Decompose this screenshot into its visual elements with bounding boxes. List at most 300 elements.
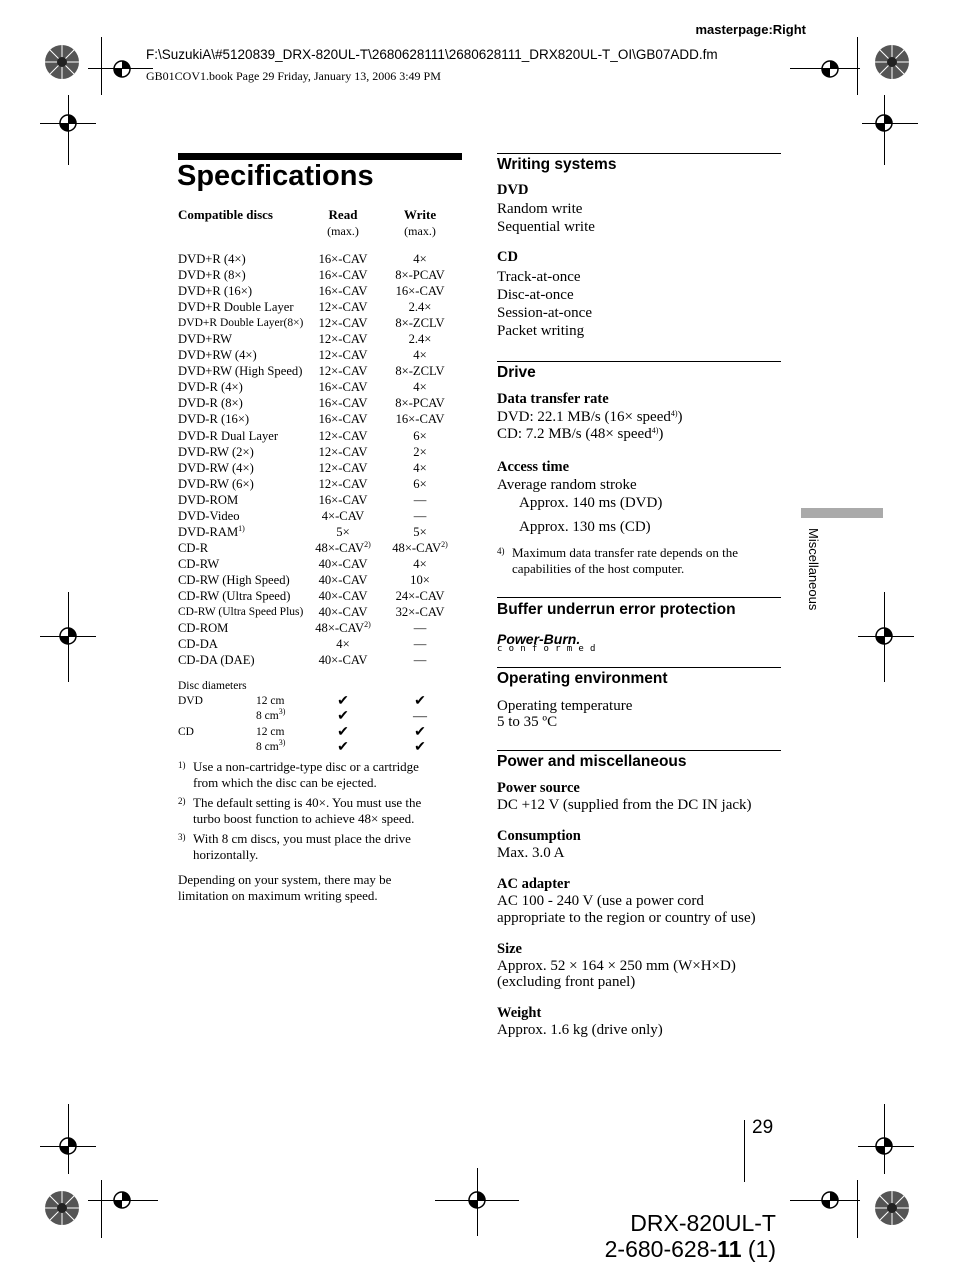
write-speed-text: 16×-CAV (395, 284, 445, 299)
footnote-text: capabilities of the host computer. (512, 561, 685, 576)
col-subheader-read: (max.) (327, 224, 359, 238)
label-weight: Weight (497, 1005, 542, 1021)
read-speed (310, 524, 376, 540)
value-line: (excluding front panel) (497, 974, 636, 990)
table-row (178, 251, 462, 267)
write-speed (386, 411, 454, 427)
section-power-misc: Power and miscellaneous (497, 753, 687, 770)
read-speed (310, 588, 376, 604)
col-header-discs: Compatible discs (178, 207, 273, 222)
write-speed (386, 428, 454, 444)
page-title: Specifications (177, 160, 374, 192)
read-speed (310, 492, 376, 508)
table-row (178, 299, 462, 315)
read-speed (310, 460, 376, 476)
disc-diameters-body (178, 694, 462, 755)
value-line: Packet writing (497, 323, 585, 339)
read-speed (310, 251, 376, 267)
label-size: Size (497, 941, 522, 957)
disc-name (178, 604, 303, 620)
disc-name (178, 588, 290, 604)
disc-size-text: 8 cm (256, 740, 279, 753)
section-writing-systems: Writing systems (497, 156, 617, 173)
write-speed-text: 8×-PCAV (395, 268, 445, 283)
read-speed-text: 16×-CAV (318, 252, 368, 266)
value-text: CD: 7.2 MB/s (48× speed (497, 426, 652, 442)
write-speed (386, 508, 454, 524)
table-row (178, 411, 462, 427)
table-row (178, 379, 462, 395)
disc-type (178, 725, 194, 740)
disc-name (178, 556, 219, 572)
disc-name-text: DVD+R Double Layer(8×) (178, 317, 304, 330)
value-line: Approx. 52 × 164 × 250 mm (W×H×D) (497, 958, 736, 974)
disc-name-text: DVD-R (8×) (178, 396, 243, 411)
read-support-text: ✔ (337, 739, 349, 755)
read-speed-text: 16×-CAV (318, 380, 368, 395)
read-speed (310, 395, 376, 411)
disc-name-text: DVD+R (8×) (178, 268, 246, 283)
model-name: DRX-820UL-T (630, 1210, 776, 1236)
label-dvd: DVD (497, 182, 529, 198)
disc-name (178, 428, 278, 444)
value-line: AC 100 - 240 V (use a power cord (497, 893, 704, 909)
disc-name (178, 524, 245, 540)
read-speed-text: 16×-CAV (318, 412, 368, 427)
write-support-text: ✔ (414, 739, 426, 755)
disc-name (178, 492, 238, 508)
disc-name (178, 476, 254, 492)
section-drive: Drive (497, 364, 536, 381)
disc-name-text: DVD+R (4×) (178, 252, 246, 266)
disc-name (178, 572, 290, 588)
label-access-time: Access time (497, 459, 570, 475)
crosshair-target-icon (872, 111, 896, 135)
write-speed (386, 331, 454, 347)
table-row (178, 347, 462, 363)
read-speed-text: 40×-CAV (318, 588, 368, 603)
write-speed-text: 4× (413, 252, 427, 266)
disc-name-text: DVD-RW (4×) (178, 460, 254, 475)
footnote-ref: 4) (670, 409, 678, 418)
col-subheader-write: (max.) (404, 224, 436, 238)
read-speed-text: 12×-CAV (318, 476, 368, 491)
label-cd: CD (497, 249, 518, 265)
write-speed (386, 444, 454, 460)
table-row (178, 460, 462, 476)
crosshair-target-icon (56, 111, 80, 135)
value-text: ) (677, 409, 683, 425)
write-speed (386, 283, 454, 299)
crosshair-target-icon (872, 1134, 896, 1158)
part-code-suffix: (1) (741, 1236, 776, 1262)
read-speed (310, 379, 376, 395)
write-speed (386, 379, 454, 395)
read-support-text: ✔ (337, 724, 349, 740)
table-row (178, 267, 462, 283)
disc-name-text: CD-RW (178, 556, 220, 571)
disc-name (178, 315, 303, 331)
disc-type-text: DVD (178, 695, 203, 707)
disc-name-text: DVD-R (4×) (178, 380, 243, 395)
side-tab-label: Miscellaneous (806, 528, 821, 611)
write-speed (386, 395, 454, 411)
read-speed (310, 428, 376, 444)
compatible-discs-table (178, 207, 462, 668)
table-row (178, 508, 462, 524)
read-speed (310, 636, 376, 652)
read-speed-text: 40×-CAV (318, 556, 368, 571)
crosshair-target-icon (56, 624, 80, 648)
disc-name-text: CD-DA (DAE) (178, 653, 255, 668)
write-speed-text: — (413, 492, 427, 507)
crosshair-target-icon (465, 1188, 489, 1212)
checkmark-icon (386, 725, 454, 740)
table-row (178, 709, 462, 724)
disc-size (256, 737, 286, 755)
value-text: DVD: 22.1 MB/s (16× speed (497, 409, 671, 425)
disc-name-text: CD-ROM (178, 621, 229, 636)
disc-name (178, 444, 254, 460)
table-row (178, 428, 462, 444)
disc-name-text: DVD-ROM (178, 492, 239, 507)
disc-name (178, 251, 246, 267)
footnote-text: from which the disc can be ejected. (193, 775, 377, 790)
disc-size (256, 709, 285, 724)
read-speed-text: 16×-CAV (318, 396, 368, 411)
disc-name-text: DVD+R Double Layer (178, 300, 294, 315)
checkmark-icon (310, 709, 376, 724)
read-speed-text: 16×-CAV (318, 284, 368, 299)
disc-size-text: 12 cm (256, 725, 285, 738)
table-row (178, 492, 462, 508)
disc-type (178, 694, 203, 709)
disc-name-text: DVD+RW (4×) (178, 348, 257, 363)
write-speed (386, 347, 454, 363)
write-speed-text: 4× (413, 380, 427, 395)
value-line: DC +12 V (supplied from the DC IN jack) (497, 797, 752, 813)
disc-name-text: CD-R (178, 540, 209, 555)
read-speed (310, 556, 376, 572)
checkmark-icon (310, 694, 376, 709)
write-speed-text: 10× (410, 572, 430, 587)
speed-note (178, 872, 462, 904)
value-line: Max. 3.0 A (497, 845, 565, 861)
disc-name (178, 540, 208, 556)
write-speed (386, 652, 454, 668)
crosshair-target-icon (818, 1188, 842, 1212)
write-speed (386, 524, 454, 540)
read-speed (310, 283, 376, 299)
col-header-read: Read (328, 207, 358, 222)
section-operating-environment: Operating environment (497, 670, 668, 687)
side-tab-bar (801, 508, 883, 518)
checkmark-icon (310, 725, 376, 740)
disc-size-text: 8 cm (256, 710, 279, 723)
write-speed (386, 251, 454, 267)
disc-diameters-label: Disc diameters (178, 680, 247, 692)
checkmark-icon (310, 740, 376, 755)
value-line: Sequential write (497, 219, 595, 235)
disc-name-text: DVD+RW (178, 332, 232, 347)
value-line: Operating temperature (497, 698, 633, 714)
read-speed (310, 444, 376, 460)
footnote-ref: 1) (238, 523, 245, 533)
note-line: Depending on your system, there may be (178, 872, 392, 887)
read-speed-text: 4× (336, 637, 350, 652)
write-speed (386, 363, 454, 379)
disc-name-text: CD-RW (High Speed) (178, 572, 290, 587)
read-speed-text: 12×-CAV (318, 428, 368, 443)
disc-name (178, 411, 249, 427)
value-line: Approx. 140 ms (DVD) (519, 495, 663, 511)
value-line: Disc-at-once (497, 287, 574, 303)
col-header-write: Write (403, 207, 437, 222)
write-speed-text: 16×-CAV (395, 412, 445, 427)
footnote-number: 2) (178, 796, 186, 806)
disc-name (178, 299, 294, 315)
write-speed-text: 4× (413, 460, 427, 475)
table-row (178, 725, 462, 740)
footnote-text: Maximum data transfer rate depends on the (512, 545, 738, 560)
crosshair-target-icon (110, 1188, 134, 1212)
read-speed (310, 331, 376, 347)
read-speed-text: 12×-CAV (318, 364, 368, 379)
write-support-text: — (413, 709, 427, 725)
table-row (178, 636, 462, 652)
table-row (178, 283, 462, 299)
table-row (178, 540, 462, 556)
write-speed-text: 2× (413, 444, 427, 459)
write-speed (386, 572, 454, 588)
section-rule (497, 667, 781, 668)
footnote-ref: 3) (278, 737, 286, 747)
write-speed-text: 24×-CAV (395, 588, 445, 603)
value-line: Session-at-once (497, 305, 592, 321)
table-row (178, 588, 462, 604)
write-speed-text: — (413, 653, 427, 668)
section-rule (497, 153, 781, 154)
write-speed-text: 48×-CAV (392, 540, 442, 555)
registration-mark-icon (870, 40, 914, 84)
value-line: Random write (497, 201, 583, 217)
table-row (178, 694, 462, 709)
write-speed-text: — (413, 637, 427, 652)
write-support-text: ✔ (414, 694, 426, 709)
disc-name (178, 395, 243, 411)
label-data-transfer-rate: Data transfer rate (497, 391, 609, 407)
section-rule (497, 597, 781, 598)
read-speed (310, 315, 376, 331)
read-speed-text: 12×-CAV (318, 316, 368, 331)
disc-name (178, 636, 218, 652)
disc-name-text: CD-DA (178, 637, 218, 652)
read-speed-text: 40×-CAV (318, 605, 368, 620)
disc-type-text: CD (178, 725, 194, 738)
table-body (178, 251, 462, 668)
table-row (178, 556, 462, 572)
footnote-ref: 3) (278, 707, 286, 717)
footnote-text: turbo boost function to achieve 48× speed. (193, 811, 415, 826)
footnote-text: horizontally. (193, 847, 259, 862)
read-speed (310, 604, 376, 620)
section-buffer-underrun: Buffer underrun error protection (497, 601, 736, 618)
table-header (178, 207, 462, 251)
footnote-number: 1) (178, 760, 186, 770)
book-info: GB01COV1.book Page 29 Friday, January 13, 2006 3:49 PM (146, 69, 441, 83)
footnote-text: Use a non-cartridge-type disc or a cartridge (193, 759, 419, 774)
disc-name (178, 363, 302, 379)
footnote-number: 4) (497, 546, 505, 556)
read-speed-text: 12×-CAV (318, 300, 368, 315)
page-number: 29 (752, 1117, 774, 1138)
read-speed-text: 12×-CAV (318, 332, 368, 347)
value-dvd-rate (497, 408, 683, 426)
disc-name (178, 652, 255, 668)
table-row (178, 315, 462, 331)
power-burn-logo (497, 631, 602, 654)
table-row (178, 331, 462, 347)
page-number-rule (744, 1120, 745, 1182)
checkmark-icon (386, 694, 454, 709)
disc-name (178, 620, 228, 636)
logo-sub-text: conformed (497, 644, 602, 654)
crosshair-target-icon (56, 1134, 80, 1158)
write-speed-text: 5× (413, 524, 427, 539)
disc-name-text: DVD-R Dual Layer (178, 428, 279, 443)
disc-name-text: DVD-Video (178, 508, 240, 523)
label-ac-adapter: AC adapter (497, 876, 570, 892)
write-speed-text: 2.4× (408, 332, 432, 347)
part-code (605, 1236, 776, 1262)
value-cd-rate (497, 425, 663, 443)
read-speed (310, 508, 376, 524)
footnote-text: The default setting is 40×. You must use the (193, 795, 422, 810)
write-speed (386, 604, 454, 620)
table-row (178, 620, 462, 636)
disc-diameters-table (178, 679, 462, 755)
write-speed (386, 588, 454, 604)
write-speed-text: 8×-ZCLV (395, 364, 445, 379)
read-speed-text: 40×-CAV (318, 572, 368, 587)
table-row (178, 524, 462, 540)
disc-name-text: DVD+R (16×) (178, 284, 253, 299)
write-speed-text: 8×-PCAV (395, 396, 445, 411)
value-text: ) (658, 426, 664, 442)
footnote-ref: 2) (364, 620, 371, 630)
footnote-text: With 8 cm discs, you must place the drive (193, 831, 411, 846)
note-line: limitation on maximum writing speed. (178, 888, 378, 903)
disc-name-text: DVD-RW (6×) (178, 476, 254, 491)
table-row (178, 604, 462, 620)
registration-mark-icon (40, 1186, 84, 1230)
masterpage-label: masterpage:Right (695, 22, 806, 37)
read-speed (310, 476, 376, 492)
read-support-text: ✔ (337, 694, 349, 709)
read-speed (310, 572, 376, 588)
write-speed (386, 636, 454, 652)
footnote-ref: 2) (364, 539, 371, 549)
section-rule (497, 361, 781, 362)
read-speed-text: 4×-CAV (321, 508, 365, 523)
write-speed-text: 32×-CAV (395, 605, 445, 620)
write-speed-text: — (413, 621, 427, 636)
read-speed-text: 48×-CAV (315, 540, 365, 555)
file-path: F:\SuzukiA\#5120839_DRX-820UL-T\2680628111\2680628111_DRX820UL-T_OI\GB07ADD.fm (146, 47, 718, 62)
write-speed (386, 540, 454, 556)
disc-name-text: DVD-R (16×) (178, 412, 250, 427)
write-speed (386, 476, 454, 492)
write-speed (386, 556, 454, 572)
table-row (178, 652, 462, 668)
table-row (178, 395, 462, 411)
crosshair-target-icon (872, 624, 896, 648)
disc-name (178, 331, 232, 347)
registration-mark-icon (870, 1186, 914, 1230)
label-consumption: Consumption (497, 828, 581, 844)
read-speed-text: 12×-CAV (318, 348, 368, 363)
part-code-prefix: 2-680-628- (604, 1236, 718, 1262)
read-speed (310, 267, 376, 283)
write-speed (386, 267, 454, 283)
write-speed-text: 6× (413, 476, 427, 491)
disc-name (178, 508, 240, 524)
value-line: 5 to 35 ºC (497, 714, 558, 730)
value-line: Average random stroke (497, 477, 637, 493)
read-speed (310, 652, 376, 668)
write-speed (386, 299, 454, 315)
part-code-bold: 11 (717, 1236, 742, 1262)
title-rule (178, 153, 462, 160)
disc-name-text: CD-RW (Ultra Speed) (178, 588, 291, 603)
value-line: Approx. 1.6 kg (drive only) (497, 1022, 663, 1038)
footnote-number: 3) (178, 832, 186, 842)
disc-size-text: 12 cm (256, 695, 285, 707)
footnote-ref: 2) (441, 539, 448, 549)
read-speed (310, 620, 376, 636)
read-speed-text: 40×-CAV (318, 653, 368, 668)
read-speed (310, 363, 376, 379)
read-speed-text: 48×-CAV (315, 621, 365, 636)
table-row (178, 737, 462, 755)
crosshair-target-icon (818, 57, 842, 81)
disc-name-text: CD-RW (Ultra Speed Plus) (178, 606, 304, 619)
write-speed-text: 6× (413, 428, 427, 443)
read-speed (310, 347, 376, 363)
read-speed-text: 5× (336, 524, 350, 539)
write-speed (386, 620, 454, 636)
write-support (386, 709, 454, 724)
write-support-text: ✔ (414, 724, 426, 740)
write-speed-text: 8×-ZCLV (395, 316, 445, 331)
section-rule (497, 750, 781, 751)
read-speed-text: 12×-CAV (318, 444, 368, 459)
value-line: appropriate to the region or country of use) (497, 910, 756, 926)
write-speed-text: 2.4× (408, 300, 432, 315)
footnote-ref: 4) (651, 426, 659, 435)
model-block (605, 1210, 776, 1262)
label-power-source: Power source (497, 780, 580, 796)
read-speed-text: 16×-CAV (318, 492, 368, 507)
logo-main-text: Power-Burn. (497, 631, 581, 647)
disc-name-text: DVD-RAM (178, 524, 239, 539)
disc-name (178, 283, 252, 299)
table-row (178, 476, 462, 492)
table-row (178, 363, 462, 379)
crosshair-target-icon (110, 57, 134, 81)
read-speed-text: 12×-CAV (318, 460, 368, 475)
disc-name (178, 267, 246, 283)
